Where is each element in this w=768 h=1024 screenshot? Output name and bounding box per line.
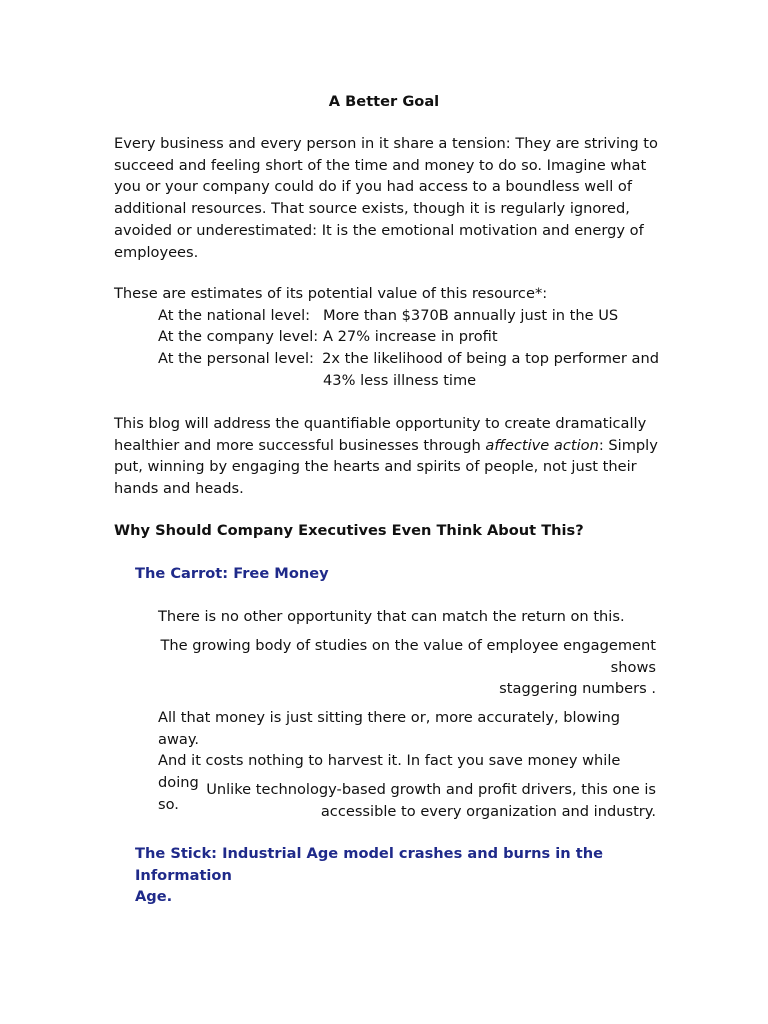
carrot-point-line: staggering numbers . bbox=[499, 680, 656, 698]
carrot-point-line: accessible to every organization and industry. bbox=[320, 802, 656, 820]
carrot-point-line: shows bbox=[610, 658, 656, 676]
section-subheading: Why Should Company Executives Even Think About This? bbox=[114, 522, 584, 539]
blog-line: put, winning by engaging the hearts and spirits of people, not just their bbox=[114, 458, 637, 476]
document-title: A Better Goal bbox=[328, 93, 440, 110]
estimates-section bbox=[114, 283, 659, 391]
carrot-point-1: There is no other opportunity that can match the return on this. bbox=[158, 608, 625, 625]
carrot-point-line: And it costs nothing to harvest it. In fact you save money while doing bbox=[158, 752, 621, 792]
estimate-value: A 27% increase in profit bbox=[323, 328, 498, 346]
estimate-value: 2x the likelihood of being a top performer and bbox=[322, 350, 659, 368]
estimate-value: More than $370B annually just in the US bbox=[323, 306, 619, 324]
estimate-value: 43% less illness time bbox=[323, 371, 477, 389]
estimate-label: At the company level: bbox=[158, 328, 319, 346]
intro-line: avoided or underestimated: It is the emotional motivation and energy of bbox=[114, 221, 644, 239]
carrot-point-4 bbox=[158, 779, 656, 822]
blog-line: hands and heads. bbox=[114, 480, 244, 498]
intro-line: Every business and every person in it share a tension: They are striving to bbox=[114, 135, 658, 152]
stick-heading-line: Age. bbox=[135, 888, 173, 906]
estimate-label bbox=[114, 370, 323, 392]
blog-line-text: : Simply bbox=[598, 436, 658, 454]
affective-action-emphasis: affective action bbox=[485, 436, 599, 454]
carrot-point-line: All that money is just sitting there or, more accurately, blowing away. bbox=[158, 709, 621, 748]
estimate-row-company bbox=[114, 326, 659, 348]
estimate-row-personal-continued bbox=[114, 370, 659, 392]
estimates-intro: These are estimates of its potential value of this resource*: bbox=[114, 285, 548, 302]
carrot-point-line: The growing body of studies on the value of employee engagement bbox=[160, 637, 656, 654]
blog-line: This blog will address the quantifiable opportunity to create dramatically bbox=[114, 415, 647, 432]
estimate-label: At the personal level: bbox=[158, 350, 314, 368]
carrot-heading: The Carrot: Free Money bbox=[135, 565, 329, 582]
blog-line bbox=[114, 435, 659, 457]
estimate-row-national bbox=[114, 305, 659, 327]
intro-line: employees. bbox=[114, 243, 199, 261]
intro-paragraph bbox=[114, 133, 659, 263]
blog-line-text: healthier and more successful businesses through bbox=[114, 436, 486, 454]
carrot-point-line: Unlike technology-based growth and profit drivers, this one is bbox=[206, 781, 656, 798]
estimate-row-personal bbox=[114, 348, 659, 370]
intro-line: you or your company could do if you had access to a boundless well of bbox=[114, 178, 632, 196]
estimate-label: At the national level: bbox=[158, 306, 311, 324]
carrot-point-line: so. bbox=[158, 795, 179, 813]
stick-heading-line: The Stick: Industrial Age model crashes and burns in the Information bbox=[135, 845, 604, 884]
intro-line: additional resources. That source exists, though it is regularly ignored, bbox=[114, 200, 630, 218]
intro-line: succeed and feeling short of the time and money to do so. Imagine what bbox=[114, 156, 647, 174]
stick-heading bbox=[135, 843, 655, 908]
carrot-point-2 bbox=[158, 635, 656, 700]
blog-paragraph bbox=[114, 413, 659, 500]
